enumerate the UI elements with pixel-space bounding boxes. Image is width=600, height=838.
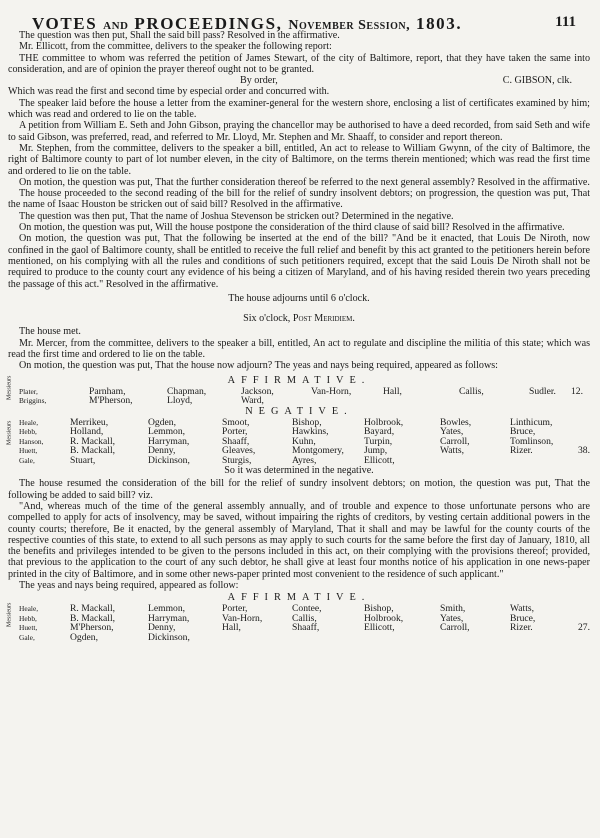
vote1-neg-side-name: Heale, [19, 417, 39, 427]
messieurs-label: Messieurs [6, 603, 13, 628]
voter-name: Merrikeu, [70, 416, 109, 428]
page-body [8, 30, 590, 642]
voter-name: Porter, [222, 603, 248, 615]
paragraph-third-clause: On motion, the question was put, Will the house postpone the consideration of the third clause of said bill? Resolved in the affirmative. [19, 222, 565, 234]
voter-name: Lloyd, [167, 395, 193, 407]
title-proceedings: PROCEEDINGS, [134, 14, 283, 33]
vote2-aff-side-name: Huett, [19, 623, 38, 633]
vote1-aff-col [311, 387, 383, 406]
paragraph-next-assembly: On motion, the question was put, That the further consideration thereof be referred to the next general assembly? Resolved in the affirmative. [19, 176, 590, 188]
voter-name: Denny, [148, 622, 176, 634]
vote1-neg-col [148, 418, 222, 466]
vote1-neg-side [8, 418, 70, 466]
vote1-aff-col [383, 387, 459, 406]
paragraph-house-met: The house met. [19, 326, 81, 338]
voter-name: Bishop, [292, 416, 322, 428]
voter-name: Montgomery, [292, 445, 344, 457]
paragraph-militia-bill: Mr. Mercer, from the committee, delivers to the speaker a bill, entitled, An act to regulate and discipline the militia of this state; which was read the first time and ordered to lie on the table. [8, 337, 590, 361]
evening-time: Six o'clock, [243, 313, 291, 325]
vote1-negative-list [8, 418, 590, 466]
paragraph-bill-pass: The question was then put, Shall the said bill pass? Resolved in the affirmative. [19, 30, 340, 41]
voter-name: Kuhn, [292, 435, 316, 447]
vote2-aff-col [440, 604, 510, 642]
messieurs-label: Messieurs [6, 421, 13, 446]
page-header [8, 0, 590, 33]
voter-name: Tomlinson, [510, 435, 554, 447]
voter-name: Parnham, [89, 385, 126, 397]
paragraph-seth-petition: A petition from William E. Seth and John Gibson, praying the chancellor may be authorised to have a deed recorded, from said Seth and wife to said Gibson, was preferred, read, and referred to Mr. Lloyd, Mr. Stephen and Mr. Shaaff, to consider and report thereon. [8, 120, 590, 143]
vote2-aff-col [364, 604, 440, 642]
post-meridiem: Post Meridiem. [292, 313, 355, 325]
by-order-text: By order, [240, 75, 278, 87]
voter-name: Smith, [440, 603, 466, 615]
voter-name: R. Mackall, [70, 435, 116, 447]
paragraph-whereas-clause: "And, whereas much of the time of the general assembly annually, and of trouble and expence to those unfortunate persons who are compelled to apply for acts of insolvency, may be saved, without impairing the rights of creditors, by vesting certain additional powers in the county courts; therefore, Be it enacted, by the general assembly of Maryland, That it shall and may be lawful for the county courts of the respective counties of this state, to extend to all such persons as may apply to such courts for the same before the first day of January, 1810, all the benefits and privileges intended to be given to the persons included in this act, on their complying with the provisions thereof; provided, that previous to the application to the court of any such debtor, he shall give at least four months notice of his application in one news-paper printed in the city of Baltimore, and in some other news-paper printed most convenient to the residence of such applicant." [8, 501, 590, 580]
vote1-neg-col [510, 418, 570, 466]
vote1-neg-side-name: Hebb, [19, 427, 37, 437]
vote2-aff-cols [70, 604, 590, 642]
vote2-aff-col [222, 604, 292, 642]
title-session: November Session, [288, 18, 411, 33]
running-title [32, 14, 462, 34]
voter-name: Chapman, [167, 385, 207, 397]
voter-name: Contee, [292, 603, 322, 615]
vote1-neg-side-name: Huett, [19, 446, 38, 456]
voter-name: Bruce, [510, 612, 536, 624]
vote1-negative-heading: NEGATIVE. [245, 405, 353, 417]
voter-name: Sudler. [529, 385, 556, 397]
voter-name: Rizer. [510, 622, 533, 634]
voter-name: Callis, [459, 385, 484, 397]
vote2-aff-side-name: Gale, [19, 632, 35, 642]
voter-name: Porter, [222, 426, 248, 438]
vote1-affirmative-heading: AFFIRMATIVE. [227, 374, 371, 386]
voter-name: B. Mackall, [70, 612, 116, 624]
voter-name: B. Mackall, [70, 445, 116, 457]
voter-name: Carroll, [440, 622, 470, 634]
title-and: AND [103, 20, 129, 32]
paragraph-resumed-consideration: The house resumed the consideration of the bill for the relief of sundry insolvent debtors; on motion, the question was put, That the following be added to said bill? viz. [8, 478, 590, 501]
paragraph-ellicott-report: Mr. Ellicott, from the committee, delivers to the speaker the following report: [19, 41, 332, 53]
voter-name: Stuart, [70, 454, 96, 466]
voter-name: M'Pherson, [70, 622, 114, 634]
vote2-aff-side-name: Heale, [19, 604, 39, 614]
voter-name: Holland, [70, 426, 104, 438]
voter-name: Dickinson, [148, 454, 190, 466]
vote1-aff-col [459, 387, 529, 406]
voter-name: Harryman, [148, 612, 190, 624]
voter-name: Sturgis, [222, 454, 252, 466]
paragraph-de-niroth: On motion, the question was put, That the following be inserted at the end of the bill? "And be it enacted, that Louis De Niroth, now confined in the gaol of Baltimore county, shall be entitled to receive the full relief and benefit by this act granted to the petitioners herein before mentioned, on his complying with all the rules and conditions of such petitioners required, except that the said Louis De Niroth shall not be required to produce to the county court any evidence of his being a citizen of Maryland, and of his having resided therein two years preceding the passage of this act." Resolved in the affirmative. [8, 233, 590, 290]
voter-name: Callis, [292, 612, 317, 624]
voter-name: Ellicott, [364, 454, 395, 466]
voter-name: Bishop, [364, 603, 394, 615]
vote1-aff-cols [89, 387, 590, 406]
voter-name: Linthicum, [510, 416, 553, 428]
vote1-neg-side-name: Hanson, [19, 436, 44, 446]
voter-name: Van-Horn, [311, 385, 352, 397]
vote1-result: So it was determined in the negative. [224, 465, 374, 477]
vote2-aff-col [148, 604, 222, 642]
vote1-neg-col [70, 418, 148, 466]
voter-name: Holbrook, [364, 416, 404, 428]
paragraph-yeas-nays: The yeas and nays being required, appeared as follow: [19, 580, 239, 592]
voter-name: Bowles, [440, 416, 472, 428]
vote1-aff-col [241, 387, 311, 406]
voter-name: Shaaff, [292, 622, 320, 634]
voter-name: Turpin, [364, 435, 393, 447]
vote2-aff-col [510, 604, 570, 642]
voter-name: Ellicott, [364, 622, 395, 634]
voter-name: Shaaff, [222, 435, 250, 447]
vote1-neg-side-name: Gale, [19, 455, 35, 465]
vote2-affirmative-list [8, 604, 590, 642]
vote1-aff-col [529, 387, 563, 406]
vote2-aff-col [292, 604, 364, 642]
paragraph-adjourn-motion: On motion, the question was put, That the house now adjourn? The yeas and nays being required, appeared as follows: [19, 360, 498, 372]
voter-name: Hawkins, [292, 426, 329, 438]
vote2-aff-count: 27. [578, 622, 590, 634]
paragraph-read-concurred: Which was read the first and second time by especial order and concurred with. [8, 86, 330, 98]
vote1-neg-col [364, 418, 440, 466]
voter-name: Lemmon, [148, 426, 186, 438]
title-year: 1803. [415, 14, 463, 33]
voter-name: Jump, [364, 445, 388, 457]
paragraph-examiner-letter: The speaker laid before the house a letter from the examiner-general for the western shore, enclosing a list of certificates examined by him; which was read and ordered to lie on the table. [8, 97, 590, 121]
vote1-neg-col [222, 418, 292, 466]
vote1-neg-cols [70, 418, 590, 466]
vote1-aff-side-name: Briggins, [19, 396, 47, 406]
messieurs-label: Messieurs [6, 375, 13, 401]
vote1-aff-col [89, 387, 167, 406]
vote2-aff-side-name: Hebb, [19, 613, 37, 623]
vote1-aff-side [6, 375, 89, 406]
vote1-aff-side-name: Plater, [19, 386, 38, 396]
adjourn-line: The house adjourns until 6 o'clock. [228, 292, 370, 304]
voter-name: Yates, [440, 612, 464, 624]
vote1-neg-count: 38. [578, 444, 590, 456]
voter-name: Yates, [440, 426, 464, 438]
paragraph-stevenson: The question was then put, That the name of Joshua Stevenson be stricken out? Determined in the negative. [19, 210, 454, 222]
clerk-name: C. GIBSON, clk. [502, 75, 572, 87]
evening-heading [8, 313, 590, 324]
vote2-affirmative-heading: AFFIRMATIVE. [227, 592, 371, 604]
voter-name: Ward, [241, 395, 264, 407]
page-number: 111 [555, 14, 576, 30]
voter-name: Rizer. [510, 445, 533, 457]
voter-name: Holbrook, [364, 612, 404, 624]
voter-name: Ogden, [148, 416, 176, 428]
voter-name: Dickinson, [148, 631, 190, 643]
paragraph-stewart-report: THE committee to whom was referred the petition of James Stewart, of the city of Baltimore, report, that they have taken the same into consideration, and are of opinion the prayer thereof ought not to be granted. [8, 52, 590, 75]
vote2-aff-side [8, 604, 70, 642]
vote2-aff-col [70, 604, 148, 642]
voter-name: Carroll, [440, 435, 470, 447]
voter-name: Jackson, [241, 385, 274, 397]
paragraph-insolvent-second-reading: The house proceeded to the second reading of the bill for the relief of sundry insolvent debtors; on progression, the question was put, That the name of Isaac Houston be stricken out of said bill? Resolved in the affirmative. [8, 188, 590, 211]
voter-name: Watts, [510, 603, 535, 615]
voter-name: Smoot, [222, 416, 250, 428]
voter-name: Hall, [222, 622, 241, 634]
voter-name: Lemmon, [148, 603, 186, 615]
vote1-neg-col [440, 418, 510, 466]
paragraph-gwynn-bill: Mr. Stephen, from the committee, delivers to the speaker a bill, entitled, An act to release to William Gwynn, of the city of Baltimore, the right of Baltimore county to part of lot number eleven, in the city of Baltimore, on the terms therein mentioned; which was read the first time and ordered to lie on the table. [8, 142, 590, 177]
signature-line [8, 75, 590, 86]
vote1-aff-count: 12. [571, 385, 583, 397]
voter-name: Van-Horn, [222, 612, 263, 624]
voter-name: M'Pherson, [89, 395, 133, 407]
voter-name: R. Mackall, [70, 603, 116, 615]
voter-name: Bruce, [510, 426, 536, 438]
voter-name: Watts, [440, 445, 465, 457]
voter-name: Gleaves, [222, 445, 256, 457]
voter-name: Hall, [383, 385, 402, 397]
voter-name: Ayres, [292, 454, 317, 466]
title-votes: VOTES [32, 14, 98, 33]
vote1-aff-col [167, 387, 241, 406]
vote1-neg-col [292, 418, 364, 466]
voter-name: Denny, [148, 445, 176, 457]
voter-name: Bayard, [364, 426, 395, 438]
voter-name: Harryman, [148, 435, 190, 447]
voter-name: Ogden, [70, 631, 98, 643]
